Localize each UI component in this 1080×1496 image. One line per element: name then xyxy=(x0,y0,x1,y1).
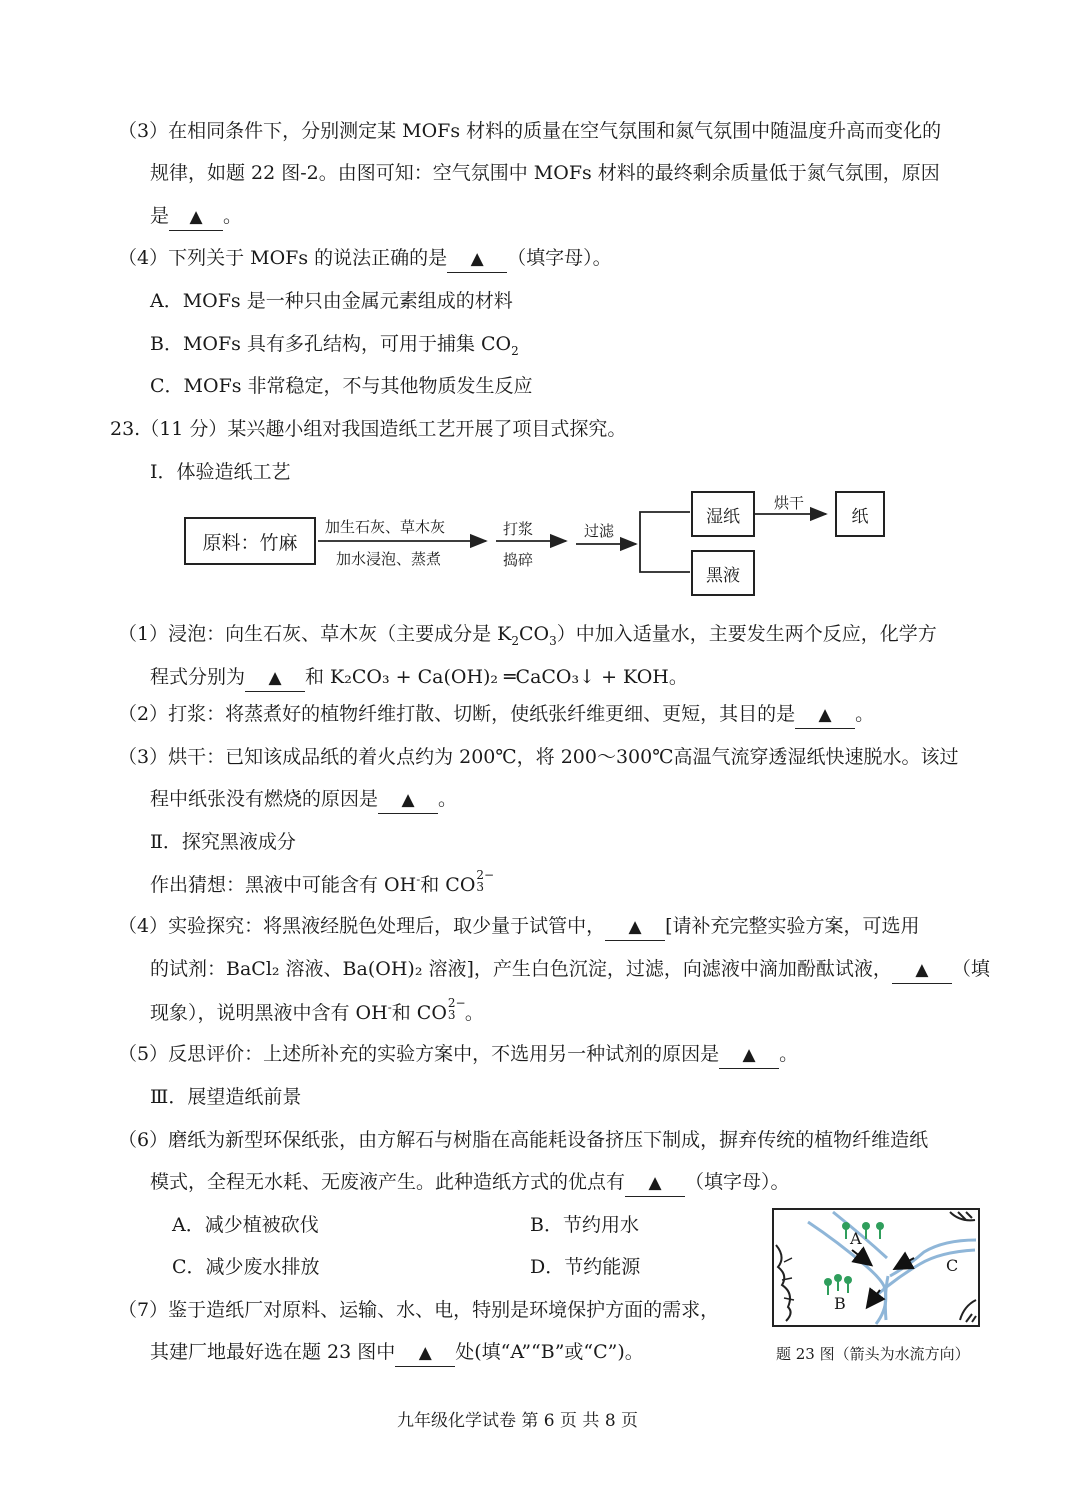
q23-p4-line1: （4）实验探究：将黑液经脱色处理后，取少量于试管中， ▲ [请补充完整实验方案，可选用 xyxy=(118,913,920,941)
q23-p7-line1: （7）鉴于造纸厂对原料、运输、水、电，特别是环境保护方面的需求， xyxy=(118,1299,720,1321)
page-footer: 九年级化学试卷 第 6 页 共 8 页 xyxy=(397,1411,639,1431)
answer-blank[interactable]: ▲ xyxy=(169,203,223,231)
flow-box-raw: 原料：竹麻 xyxy=(184,517,316,565)
q23-p1-line2: 程式分别为 ▲ 和 K₂CO₃ + Ca(OH)₂ ═CaCO₃↓ + KOH。 xyxy=(150,664,688,692)
q22-p3-line2: 规律，如题 22 图-2。由图可知：空气氛围中 MOFs 材料的最终剩余质量低于氮气氛围，原因 xyxy=(150,162,940,184)
section-3-title: Ⅲ．展望造纸前景 xyxy=(150,1086,302,1108)
flow-step3: 过滤 xyxy=(584,522,615,540)
q23-option-c: C．减少废水排放 xyxy=(172,1256,320,1278)
q23-option-a: A．减少植被砍伐 xyxy=(172,1214,319,1236)
answer-blank[interactable]: ▲ xyxy=(719,1041,779,1069)
flow-step1-bottom: 加水浸泡、蒸煮 xyxy=(336,550,442,568)
answer-blank[interactable]: ▲ xyxy=(892,956,952,984)
map-label-b: B xyxy=(834,1294,846,1313)
q23-p2: （2）打浆：将蒸煮好的植物纤维打散、切断，使纸张纤维更细、更短，其目的是 ▲ 。 xyxy=(118,701,874,729)
q23-option-d: D．节约能源 xyxy=(530,1256,641,1278)
q23-hypothesis: 作出猜想：黑液中可能含有 OH-和 CO 2− 3 xyxy=(150,868,495,896)
answer-blank[interactable]: ▲ xyxy=(395,1339,455,1367)
q23-p6-line1: （6）磨纸为新型环保纸张，由方解石与树脂在高能耗设备挤压下制成，摒弃传统的植物纤维造纸 xyxy=(118,1129,929,1151)
q23-p3-line1: （3）烘干：已知该成品纸的着火点约为 200℃，将 200～300℃高温气流穿透湿纸快速脱水。该过 xyxy=(118,746,959,768)
q23-p4-line2: 的试剂：BaCl₂ 溶液、Ba(OH)₂ 溶液]，产生白色沉淀，过滤，向滤液中滴加酚酞试液， ▲ （填 xyxy=(150,956,990,984)
answer-blank[interactable]: ▲ xyxy=(245,664,305,692)
q23-header: 23.（11 分）某兴趣小组对我国造纸工艺开展了项目式探究。 xyxy=(110,418,627,440)
q23-option-b: B．节约用水 xyxy=(530,1214,639,1236)
flow-box-wet-paper: 湿纸 xyxy=(691,491,755,537)
q22-option-a: A．MOFs 是一种只由金属元素组成的材料 xyxy=(150,290,513,312)
q23-p6-line2: 模式，全程无水耗、无废液产生。此种造纸方式的优点有 ▲ （填字母）。 xyxy=(150,1169,790,1197)
flow-box-black-liquor: 黑液 xyxy=(691,550,755,596)
flow-step1-top: 加生石灰、草木灰 xyxy=(325,518,446,536)
map-label-c: C xyxy=(946,1256,959,1275)
q23-p1-line1: （1）浸泡：向生石灰、草木灰（主要成分是 $K_2CO_3$）中加入适量水，主要发生两个反应，化学方 xyxy=(118,623,937,648)
section-1-title: Ⅰ．体验造纸工艺 xyxy=(150,461,291,483)
section-2-title: Ⅱ．探究黑液成分 xyxy=(150,831,296,853)
q22-option-c: C．MOFs 非常稳定，不与其他物质发生反应 xyxy=(150,375,533,397)
map-label-a: A xyxy=(850,1229,862,1248)
q23-p3-line2: 程中纸张没有燃烧的原因是 ▲ 。 xyxy=(150,786,457,814)
q22-option-b: B．MOFs 具有多孔结构，可用于捕集 $CO_2$ xyxy=(150,333,519,358)
answer-blank[interactable]: ▲ xyxy=(378,786,438,814)
q23-p5: （5）反思评价：上述所补充的实验方案中，不选用另一种试剂的原因是 ▲ 。 xyxy=(118,1041,798,1069)
flow-dry-label: 烘干 xyxy=(774,494,805,512)
flow-step2-bottom: 捣碎 xyxy=(503,551,534,569)
q22-p3-line1: （3）在相同条件下，分别测定某 MOFs 材料的质量在空气氛围和氮气氛围中随温度升高而变化的 xyxy=(118,120,942,142)
answer-blank[interactable]: ▲ xyxy=(605,913,665,941)
answer-blank[interactable]: ▲ xyxy=(447,245,507,273)
q22-p3-line3: 是 ▲ 。 xyxy=(150,203,242,231)
flow-box-paper: 纸 xyxy=(835,491,885,537)
q23-p4-line3: 现象），说明黑液中含有 OH-和 CO 2− 3 。 xyxy=(150,996,484,1024)
map-caption: 题 23 图（箭头为水流方向） xyxy=(776,1345,970,1363)
q22-p4: （4）下列关于 MOFs 的说法正确的是 ▲ （填字母）。 xyxy=(118,245,612,273)
answer-blank[interactable]: ▲ xyxy=(795,701,855,729)
answer-blank[interactable]: ▲ xyxy=(625,1169,685,1197)
flow-step2-top: 打浆 xyxy=(503,520,534,538)
q23-p7-line2: 其建厂地最好选在题 23 图中 ▲ 处(填“A”“B”或“C”)。 xyxy=(150,1339,644,1367)
